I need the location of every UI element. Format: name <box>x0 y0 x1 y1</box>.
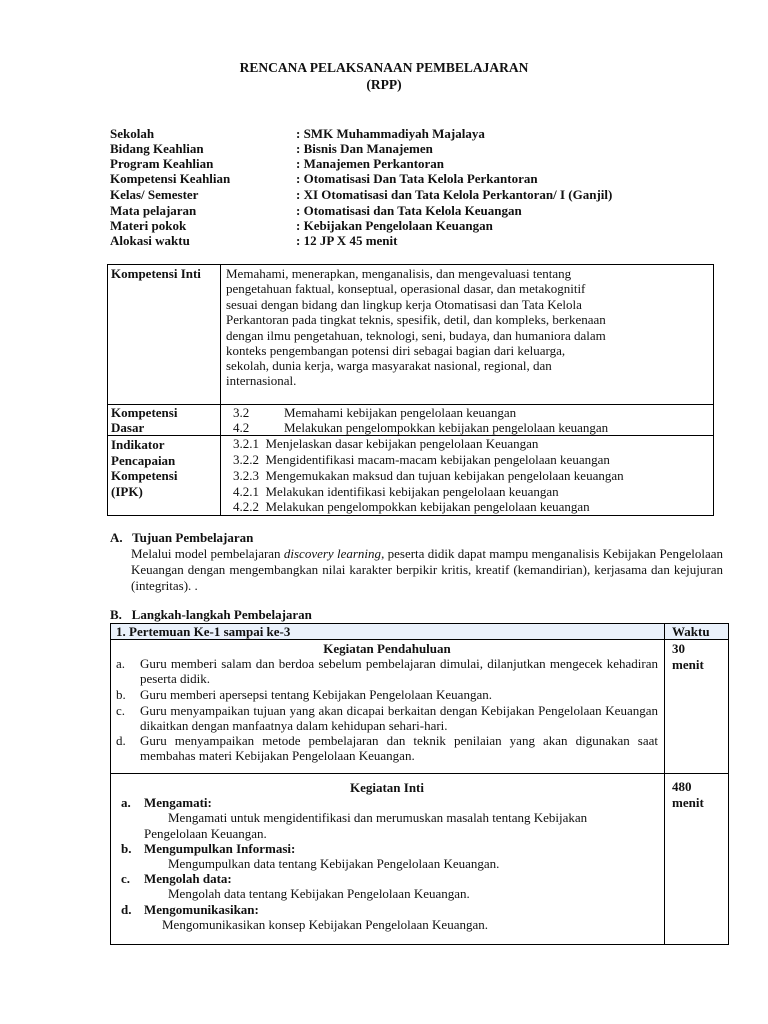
identity-value: : 12 JP X 45 menit <box>296 233 398 248</box>
identity-label: Mata pelajaran <box>110 203 197 218</box>
pendahuluan-letter: d. <box>116 733 126 748</box>
section-a-text: , peserta didik dapat mampu menganalisis Kebijakan Pengelolaan Keuangan dengan mengembangkan nilai karakter berpikir kritis, kreatif (kemandirian), kerjasama dan kejujuran (integritas). . <box>131 546 723 593</box>
identity-value: : SMK Muhammadiyah Majalaya <box>296 126 485 141</box>
ki-line: pengetahuan faktual, konseptual, operasional dasar, dan metakognitif <box>226 281 586 296</box>
ipk-label: Kompetensi <box>111 468 178 483</box>
identity-value: : Kebijakan Pengelolaan Keuangan <box>296 218 493 233</box>
ipk-item: 3.2.3 Mengemukakan maksud dan tujuan kebijakan pengelolaan keuangan <box>233 468 624 483</box>
section-a-text: Melalui model pembelajaran <box>131 546 284 561</box>
inti-waktu: 480 <box>672 779 692 794</box>
pendahuluan-item: Guru menyampaikan tujuan yang akan dicapai berkaitan dengan Kebijakan Pengelolaan Keuangan dikaitkan dengan manfaatnya dalam kehidupan sehari-hari. <box>140 703 658 734</box>
identity-label: Sekolah <box>110 126 155 141</box>
identity-label: Materi pokok <box>110 218 187 233</box>
pendahuluan-letter: c. <box>116 703 126 718</box>
ipk-item: 3.2.2 Mengidentifikasi macam-macam kebijakan pengelolaan keuangan <box>233 452 610 467</box>
document-subtitle: (RPP) <box>366 77 402 92</box>
steps-header: 1. Pertemuan Ke-1 sampai ke-3 <box>116 624 291 639</box>
ipk-item: 4.2.1 Melakukan identifikasi kebijakan pengelolaan keuangan <box>233 484 559 499</box>
identity-label: Bidang Keahlian <box>110 141 204 156</box>
section-a-paragraph <box>131 546 723 593</box>
identity-label: Kelas/ Semester <box>110 187 199 202</box>
pendahuluan-letter: a. <box>116 656 126 671</box>
ipk-label: Pencapaian <box>111 453 176 468</box>
identity-label: Alokasi waktu <box>110 233 190 248</box>
inti-step-letter: b. <box>121 841 132 856</box>
inti-step-text: Mengomunikasikan konsep Kebijakan Pengelolaan Keuangan. <box>162 917 488 932</box>
ipk-item: 4.2.2 Melakukan pengelompokkan kebijakan pengelolaan keuangan <box>233 499 590 514</box>
pendahuluan-waktu-unit: menit <box>672 657 704 672</box>
inti-step-letter: a. <box>121 795 131 810</box>
inti-step-label: Mengamati: <box>144 795 212 810</box>
pendahuluan-letter: b. <box>116 687 126 702</box>
kd-label: Dasar <box>111 420 145 435</box>
identity-value: : Otomatisasi dan Tata Kelola Keuangan <box>296 203 522 218</box>
inti-step-label: Mengomunikasikan: <box>144 902 259 917</box>
ki-line: sekolah, dunia kerja, warga masyarakat nasional, regional, dan <box>226 358 552 373</box>
kd-item-text: Memahami kebijakan pengelolaan keuangan <box>284 405 517 420</box>
ki-label: Kompetensi Inti <box>111 266 201 281</box>
inti-step-text: Pengelolaan Keuangan. <box>144 826 267 841</box>
kd-item-text: Melakukan pengelompokkan kebijakan pengelolaan keuangan <box>284 420 609 435</box>
ki-line: sesuai dengan bidang dan lingkup kerja Otomatisasi dan Tata Kelola <box>226 297 582 312</box>
inti-step-letter: d. <box>121 902 132 917</box>
ki-line: internasional. <box>226 373 297 388</box>
inti-waktu-unit: menit <box>672 795 704 810</box>
kd-label: Kompetensi <box>111 405 178 420</box>
inti-step-label: Mengumpulkan Informasi: <box>144 841 296 856</box>
section-a-italic: discovery learning <box>283 546 382 561</box>
section-a-heading: A. Tujuan Pembelajaran <box>110 530 254 545</box>
identity-label: Program Keahlian <box>110 156 214 171</box>
ki-label-cell <box>108 265 221 405</box>
waktu-header: Waktu <box>672 624 710 639</box>
ipk-item: 3.2.1 Menjelaskan dasar kebijakan pengelolaan Keuangan <box>233 436 539 451</box>
pendahuluan-item: Guru menyampaikan metode pembelajaran dan teknik penilaian yang akan digunakan saat membahas materi Kebijakan Pengelolaan Keuangan. <box>140 733 658 764</box>
inti-step-text: Mengumpulkan data tentang Kebijakan Pengelolaan Keuangan. <box>168 856 500 871</box>
inti-step-letter: c. <box>121 871 131 886</box>
inti-step-text: Mengamati untuk mengidentifikasi dan merumuskan masalah tentang Kebijakan <box>168 810 588 825</box>
section-b-heading: B. Langkah-langkah Pembelajaran <box>110 607 312 622</box>
inti-step-label: Mengolah data: <box>144 871 232 886</box>
ipk-label: (IPK) <box>111 484 143 499</box>
pendahuluan-item: Guru memberi apersepsi tentang Kebijakan Pengelolaan Keuangan. <box>140 687 492 702</box>
identity-value: : XI Otomatisasi dan Tata Kelola Perkantoran/ I (Ganjil) <box>296 187 613 202</box>
identity-value: : Otomatisasi Dan Tata Kelola Perkantoran <box>296 171 538 186</box>
kd-item-num: 3.2 <box>233 405 250 420</box>
pendahuluan-waktu: 30 <box>672 641 685 656</box>
document-title: RENCANA PELAKSANAAN PEMBELAJARAN <box>239 60 529 75</box>
identity-value: : Bisnis Dan Manajemen <box>296 141 433 156</box>
pendahuluan-title: Kegiatan Pendahuluan <box>323 641 451 656</box>
identity-label: Kompetensi Keahlian <box>110 171 231 186</box>
ipk-label: Indikator <box>111 437 165 452</box>
ki-line: Memahami, menerapkan, menganalisis, dan mengevaluasi tentang <box>226 266 572 281</box>
identity-value: : Manajemen Perkantoran <box>296 156 445 171</box>
ki-line: dengan ilmu pengetahuan, teknologi, seni, budaya, dan humaniora dalam <box>226 328 606 343</box>
ki-line: konteks pengembangan potensi diri sebagai bagian dari keluarga, <box>226 343 566 358</box>
inti-step-text: Mengolah data tentang Kebijakan Pengelolaan Keuangan. <box>168 886 470 901</box>
kd-item-num: 4.2 <box>233 420 250 435</box>
ki-line: Perkantoran pada tingkat teknis, spesifik, detil, dan kompleks, berkenaan <box>226 312 606 327</box>
pendahuluan-item: Guru memberi salam dan berdoa sebelum pembelajaran dimulai, dilanjutkan mengecek kehadiran peserta didik. <box>140 656 658 687</box>
inti-title: Kegiatan Inti <box>349 780 425 795</box>
